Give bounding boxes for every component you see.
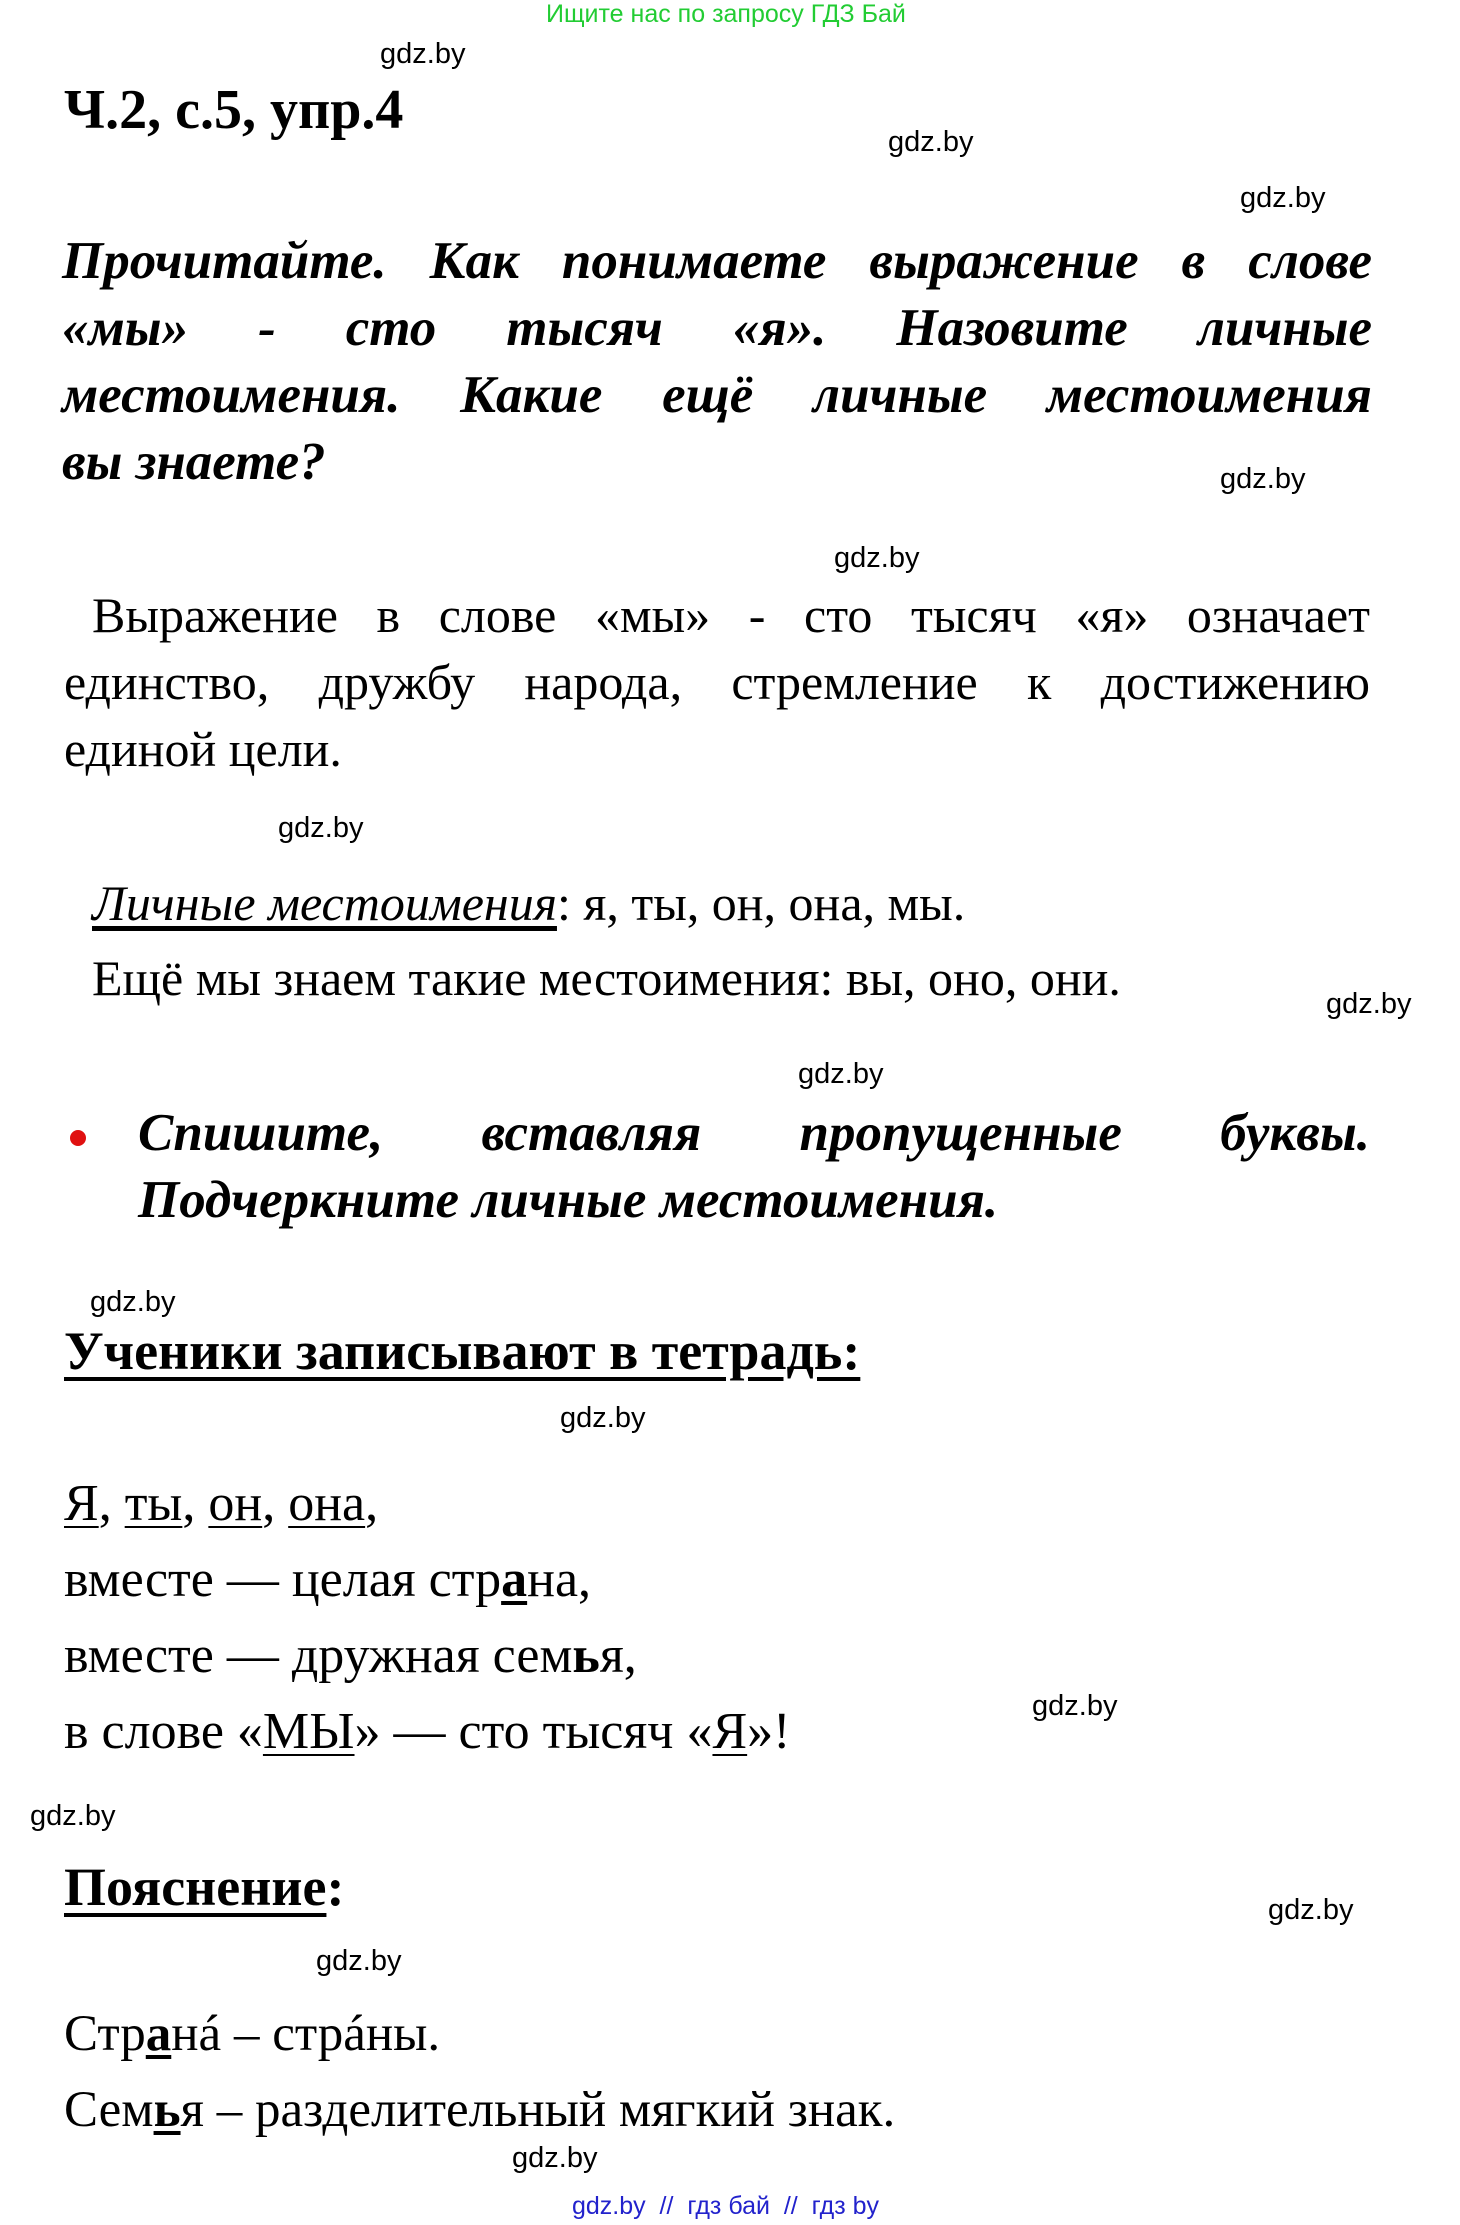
pronoun: она — [288, 1475, 366, 1532]
watermark: gdz.by — [888, 126, 974, 158]
answer-line: единой цели. — [64, 721, 342, 777]
pronoun: он — [208, 1475, 263, 1532]
watermark: gdz.by — [90, 1286, 176, 1318]
poem-line — [64, 1466, 790, 1542]
inserted-letter: ь — [153, 2082, 181, 2138]
answer-line: Выражение в слове «мы» - сто тысяч «я» означает — [92, 587, 1370, 643]
comma: , — [365, 1475, 379, 1532]
top-banner[interactable]: Ищите нас по запросу ГДЗ Бай — [546, 0, 906, 28]
watermark: gdz.by — [834, 542, 920, 574]
watermark: gdz.by — [1268, 1894, 1354, 1926]
text: вместе — целая стр — [64, 1551, 502, 1608]
page-title: Ч.2, с.5, упр.4 — [64, 79, 404, 141]
watermark: gdz.by — [30, 1800, 116, 1832]
watermark: gdz.by — [1032, 1690, 1118, 1722]
pronouns-label: Личные местоимения — [92, 875, 557, 931]
task2-line: Подчеркните личные местоимения. — [138, 1171, 999, 1229]
pronouns-list: : я, ты, он, она, мы. — [556, 875, 966, 931]
poem-line — [64, 1694, 790, 1770]
text: Стр — [64, 2006, 146, 2062]
watermark: gdz.by — [512, 2142, 598, 2174]
watermark: gdz.by — [798, 1058, 884, 1090]
explanation-line — [64, 1996, 895, 2072]
explanation-heading — [64, 1856, 344, 1918]
text: » — сто тысяч « — [354, 1703, 713, 1760]
poem — [64, 1466, 790, 1770]
bullet-icon — [70, 1130, 86, 1146]
answer-line: единство, дружбу народа, стремление к достижению — [64, 654, 1370, 710]
inserted-letter: ь — [572, 1627, 600, 1684]
pronoun: Я — [64, 1475, 99, 1532]
text: я – разделительный мягкий знак. — [180, 2082, 896, 2138]
explanation-line — [64, 2072, 895, 2148]
comma: , — [262, 1475, 289, 1532]
watermark: gdz.by — [380, 38, 466, 70]
text: на, — [527, 1551, 592, 1608]
text: Сем — [64, 2082, 154, 2138]
task-line: Прочитайте. Как понимаете выражение в слове — [62, 232, 1372, 290]
watermark: gdz.by — [316, 1945, 402, 1977]
task2-line: Спишите, вставляя пропущенные буквы. — [138, 1104, 1370, 1162]
task-line: местоимения. Какие ещё личные местоимения — [62, 366, 1372, 424]
task-line: «мы» - сто тысяч «я». Назовите личные — [62, 299, 1372, 357]
watermark: gdz.by — [1326, 988, 1412, 1020]
task2-instruction — [138, 1100, 1370, 1234]
inserted-letter: а — [145, 2006, 172, 2062]
watermark: gdz.by — [1220, 463, 1306, 495]
watermark: gdz.by — [560, 1402, 646, 1434]
text: в слове « — [64, 1703, 263, 1760]
footer-banner[interactable]: gdz.by // гдз бай // гдз by — [572, 2192, 880, 2220]
inserted-letter: а — [501, 1551, 528, 1608]
poem-line — [64, 1618, 790, 1694]
text: вместе — дружная сем — [64, 1627, 573, 1684]
pronouns-line — [92, 870, 965, 937]
poem-line — [64, 1542, 790, 1618]
pronouns-more: Ещё мы знаем такие местоимения: вы, оно, они. — [92, 950, 1121, 1006]
comma: , — [182, 1475, 209, 1532]
watermark: gdz.by — [1240, 182, 1326, 214]
pronoun: МЫ — [262, 1703, 355, 1760]
pronoun: ты — [124, 1475, 183, 1532]
text: я, — [599, 1627, 637, 1684]
comma: , — [98, 1475, 125, 1532]
notebook-heading: Ученики записывают в тетрадь: — [64, 1321, 861, 1381]
text: »! — [747, 1703, 791, 1760]
answer-paragraph — [64, 582, 1370, 783]
task-instruction — [62, 228, 1372, 496]
explanation-body — [64, 1996, 895, 2148]
task-line: вы знаете? — [62, 433, 326, 491]
explanation-colon: : — [326, 1857, 345, 1917]
watermark: gdz.by — [278, 812, 364, 844]
text: нá – стрáны. — [171, 2006, 441, 2062]
pronoun: Я — [712, 1703, 748, 1760]
explanation-title: Пояснение — [64, 1857, 327, 1917]
